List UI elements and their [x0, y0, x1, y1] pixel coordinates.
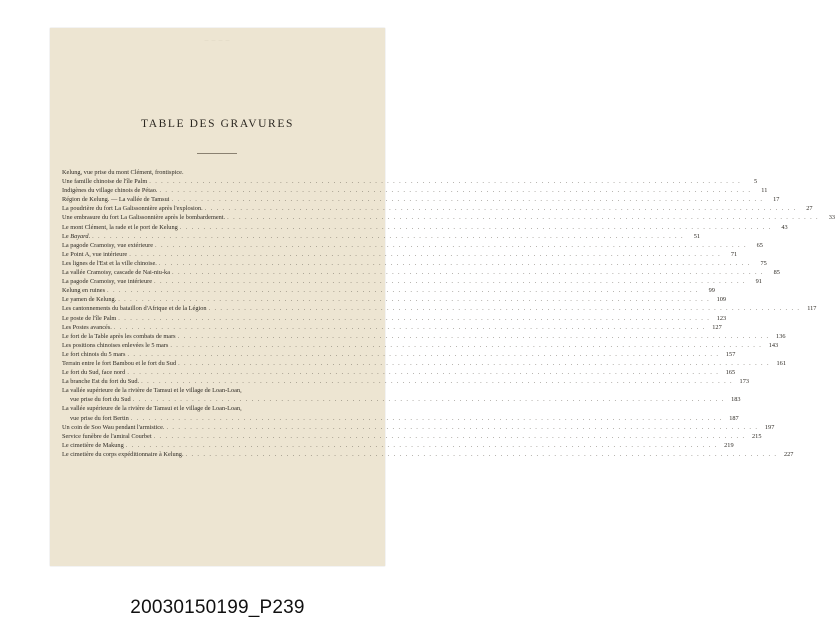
dot-leader [116, 314, 712, 323]
toc-entry-page: 43 [781, 223, 788, 231]
toc-entry [62, 259, 767, 268]
dot-leader [225, 213, 821, 222]
toc-entry-page: 27 [806, 205, 813, 213]
toc-entry-page: 33 [828, 214, 835, 222]
toc-entry-page: 157 [725, 350, 736, 358]
toc-entry-page: 173 [739, 378, 749, 386]
dot-leader [203, 204, 799, 213]
dot-leader [207, 304, 803, 313]
toc-entry [62, 368, 736, 377]
dot-leader [116, 295, 712, 304]
toc-entry [62, 213, 835, 222]
toc-entry-page: 17 [773, 196, 780, 204]
toc-entry-title: vue prise du fort du Sud [70, 396, 131, 404]
dot-leader [164, 423, 760, 432]
toc-entry-page: 85 [773, 269, 780, 277]
toc-entry [62, 277, 762, 286]
toc-entry-title: Les cantonnements du bataillon d'Afrique et de la Légion [62, 305, 207, 313]
toc-entry-page: 11 [761, 187, 768, 195]
dot-leader [153, 241, 749, 250]
toc-entry-title: Le fort de la Table après les combats de mars [62, 332, 176, 340]
dot-leader [157, 259, 753, 268]
toc-entry-page: 75 [760, 259, 767, 267]
toc-entry-page: 136 [776, 332, 786, 340]
dot-leader [124, 441, 720, 450]
toc-entry [62, 304, 817, 313]
toc-entry-title: Kelung en ruines [62, 287, 106, 295]
table-of-illustrations [62, 168, 835, 459]
dot-leader [131, 395, 727, 404]
dot-leader [152, 277, 748, 286]
toc-entry-page: 51 [693, 232, 700, 240]
toc-entry [62, 232, 700, 241]
toc-entry-page: 165 [725, 369, 736, 377]
toc-entry [62, 168, 332, 177]
toc-entry [62, 341, 779, 350]
toc-entry [62, 268, 780, 277]
toc-entry-title: Région de Kelung. — La vallée de Tamsui [62, 196, 170, 204]
dot-leader [127, 250, 723, 259]
toc-entry-title: La vallée Cramoisy, cascade de Nai-niu-ka [62, 269, 170, 277]
toc-entry [62, 359, 786, 368]
toc-entry [62, 432, 762, 441]
toc-entry [62, 223, 788, 232]
toc-entry [62, 414, 739, 423]
toc-entry-title: Le Bayard. [62, 232, 91, 240]
toc-entry-page: 5 [753, 178, 758, 186]
toc-entry-page: 65 [756, 241, 763, 249]
toc-entry [62, 377, 749, 386]
toc-entry-title: Un coin de Soo Wau pendant l'armistice. [62, 423, 165, 431]
dot-leader [170, 268, 766, 277]
toc-entry-page: 127 [712, 323, 722, 331]
toc-entry-page: 161 [776, 359, 786, 367]
toc-entry [62, 177, 758, 186]
page-title: TABLE DES GRAVURES [141, 118, 294, 130]
toc-entry [62, 423, 775, 432]
title-rule [197, 153, 237, 154]
toc-entry [62, 404, 332, 413]
toc-entry-title: Le cimetière de Makung [62, 441, 124, 449]
toc-entry [62, 332, 786, 341]
toc-entry-title: La vallée supérieure de la rivière de Tamsui et le village de Loan-Loan, [62, 387, 242, 395]
toc-entry-page: 187 [729, 414, 739, 422]
dot-leader [176, 359, 772, 368]
toc-entry-title: Les Postes avancés. [62, 323, 112, 331]
toc-entry [62, 323, 722, 332]
dot-leader [139, 377, 735, 386]
toc-entry-title: La poudrière du fort La Galissonnière après l'explosion. [62, 205, 203, 213]
toc-entry [62, 186, 768, 195]
toc-entry-page: 123 [716, 314, 727, 322]
toc-entry-page: 215 [752, 432, 762, 440]
dot-leader [184, 450, 780, 459]
dot-leader [90, 232, 686, 241]
toc-entry [62, 350, 736, 359]
toc-entry-page: 91 [755, 278, 762, 286]
image-caption: 20030150199_P239 [130, 597, 305, 618]
toc-entry-page: 109 [716, 296, 727, 304]
book-page [50, 28, 835, 566]
toc-entry-page: 71 [730, 250, 738, 258]
toc-entry-title: Le fort du Sud, face nord [62, 369, 126, 377]
toc-entry-title: vue prise du fort Bertin [70, 414, 129, 422]
dot-leader [147, 177, 743, 186]
toc-entry-title: Le cimetière du corps expéditionnaire à Kelung. [62, 450, 184, 458]
toc-entry [62, 386, 332, 395]
toc-entry [62, 286, 715, 295]
dot-leader [125, 350, 721, 359]
dot-leader [112, 323, 708, 332]
toc-entry-title: Le mont Clément, la rade et le port de Kelung [62, 223, 178, 231]
toc-entry [62, 314, 727, 323]
dot-leader [176, 332, 772, 341]
toc-entry-page: 183 [731, 396, 741, 404]
toc-entry-title: Le poste de l'île Palm [62, 314, 117, 322]
toc-entry [62, 441, 734, 450]
toc-entry [62, 295, 727, 304]
page-header-faint: — — — — [204, 37, 231, 42]
dot-leader [125, 368, 721, 377]
dot-leader [178, 223, 774, 232]
toc-entry [62, 395, 741, 404]
toc-entry-page: 219 [724, 441, 734, 449]
dot-leader [168, 341, 764, 350]
toc-entry-title: Service funèbre de l'amiral Courbet [62, 432, 152, 440]
toc-entry-page: 99 [708, 287, 715, 295]
toc-entry-title: La vallée supérieure de la rivière de Tamsui et le village de Loan-Loan, [62, 405, 242, 413]
dot-leader [170, 195, 766, 204]
toc-entry [62, 195, 780, 204]
toc-entry [62, 241, 763, 250]
dot-leader [157, 186, 753, 195]
toc-entry-title: Une embrasure du fort La Galissonnière après le bombardement. [62, 214, 226, 222]
toc-entry [62, 250, 738, 259]
toc-entry-title: Indigènes du village chinois de Pétao. [62, 187, 158, 195]
toc-entry-page: 227 [783, 450, 794, 458]
toc-entry-title: Le Point A, vue intérieure [62, 250, 128, 258]
toc-entry-title: La branche Est du fort du Sud. [62, 378, 140, 386]
toc-entry-title: Les positions chinoises enlevées le 5 mars [62, 341, 169, 349]
toc-entry-title: Les lignes de l'Est et la ville chinoise. [62, 259, 157, 267]
toc-entry-page: 117 [807, 305, 817, 313]
dot-leader [129, 414, 725, 423]
toc-entry-title: Terrain entre le fort Bambou et le fort du Sud [62, 359, 177, 367]
toc-entry-page: 197 [764, 423, 775, 431]
dot-leader [152, 432, 748, 441]
toc-entry-title: Le fort chinois du 5 mars [62, 350, 126, 358]
dot-leader [105, 286, 701, 295]
toc-entry [62, 450, 794, 459]
toc-entry-title: Le yamen de Kelung. [62, 296, 117, 304]
toc-entry [62, 204, 813, 213]
toc-entry-title: Une famille chinoise de l'île Palm [62, 178, 148, 186]
toc-entry-title: La pagode Cramoisy, vue extérieure [62, 241, 154, 249]
toc-entry-title: La pagode Cramoisy, vue intérieure [62, 278, 152, 286]
toc-entry-title: Kelung, vue prise du mont Clément, frontispice. [62, 169, 184, 176]
toc-entry-page: 143 [768, 341, 779, 349]
